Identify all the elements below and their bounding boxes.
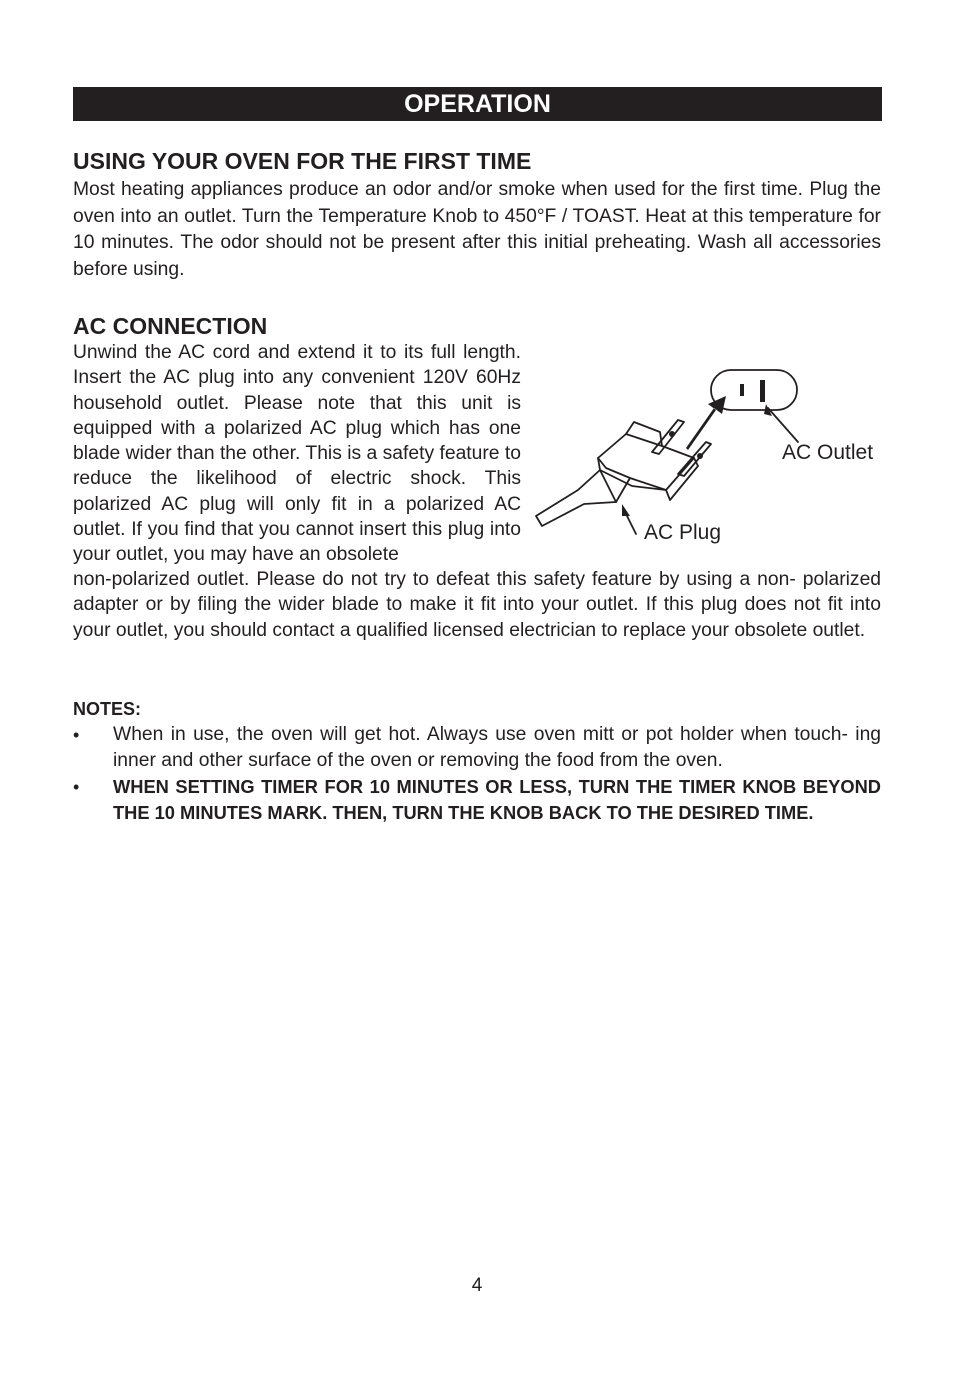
paragraph-first-time: [73, 177, 881, 283]
blade-hole: [697, 453, 703, 459]
ac-line: plug into your outlet, you may have an obsolete: [73, 519, 522, 566]
ac-line: AC outlet. If you find that you cannot insert this: [73, 493, 521, 541]
ac-line: is equipped with a polarized AC plug which has: [73, 392, 521, 439]
first-time-line: temperature for 10 minutes. The odor should not be present after this initial preheating.: [73, 205, 881, 253]
heading-first-time: USING YOUR OVEN FOR THE FIRST TIME: [73, 148, 532, 174]
ac-plug-outlet-illustration: [528, 362, 888, 552]
ac-line: Insert the AC plug into any convenient 120V: [73, 367, 468, 389]
page-number: 4: [471, 1275, 483, 1296]
ac-line: one blade wider than the other. This is a safety: [73, 417, 521, 465]
note-text-warning: [113, 774, 881, 826]
notes-title: NOTES:: [73, 699, 142, 719]
blade-hole: [669, 431, 675, 437]
note-text: [113, 722, 881, 774]
outlet-slot-narrow: [740, 384, 744, 396]
banner-title: OPERATION: [404, 90, 551, 118]
note-line: DESIRED TIME.: [678, 802, 814, 823]
ac-line: feature to reduce the likelihood of electric shock.: [73, 443, 521, 490]
label-ac-outlet: AC Outlet: [782, 441, 874, 464]
note-line: When in use, the oven will get hot. Always use oven mitt or pot holder when touch-: [113, 724, 848, 745]
bullet-icon: •: [73, 725, 80, 745]
paragraph-ac-connection-wide: [73, 567, 881, 643]
ac-line: Unwind the AC cord and extend it to its full length.: [73, 342, 521, 363]
outlet-pointer-arrow: [768, 408, 798, 442]
paragraph-ac-connection-narrow: [73, 340, 521, 568]
ac-line: This polarized AC plug will only fit in a polarized: [73, 468, 521, 515]
note-line: WHEN SETTING TIMER FOR 10 MINUTES OR LESS, TURN THE TIMER KNOB: [113, 776, 797, 797]
section-banner: [73, 87, 882, 121]
outlet-slot-wide: [760, 380, 765, 402]
ac-line: non-polarized outlet. Please do not try to defeat this safety feature by using a non-: [73, 569, 796, 590]
heading-ac-connection: AC CONNECTION: [73, 313, 268, 339]
bullet-icon: •: [73, 777, 80, 797]
first-time-line: Plug the oven into an outlet. Turn the Temperature Knob to 450°F / TOAST. Heat at this: [73, 179, 881, 227]
label-ac-plug: AC Plug: [644, 521, 722, 544]
plug-head: [598, 434, 694, 490]
note-line: BEYOND THE 10 MINUTES MARK. THEN, TURN THE KNOB BACK TO THE: [113, 776, 881, 823]
plug-arrowhead: [622, 504, 630, 516]
first-time-line: Wash all accessories before using.: [73, 232, 881, 280]
ac-line: your obsolete outlet.: [691, 619, 866, 641]
ac-line: 60Hz household outlet. Please note that this unit: [73, 367, 521, 414]
first-time-line: Most heating appliances produce an odor and/or smoke when used for the first time.: [73, 179, 804, 200]
ac-line: does not fit into your outlet, you should contact a qualified licensed electrician to replace: [73, 594, 882, 641]
ac-line: polarized adapter or by filing the wider blade to make it fit into your outlet. If this plug: [73, 569, 882, 616]
note-line: ing inner and other surface of the oven or removing the food from the oven.: [113, 724, 882, 771]
